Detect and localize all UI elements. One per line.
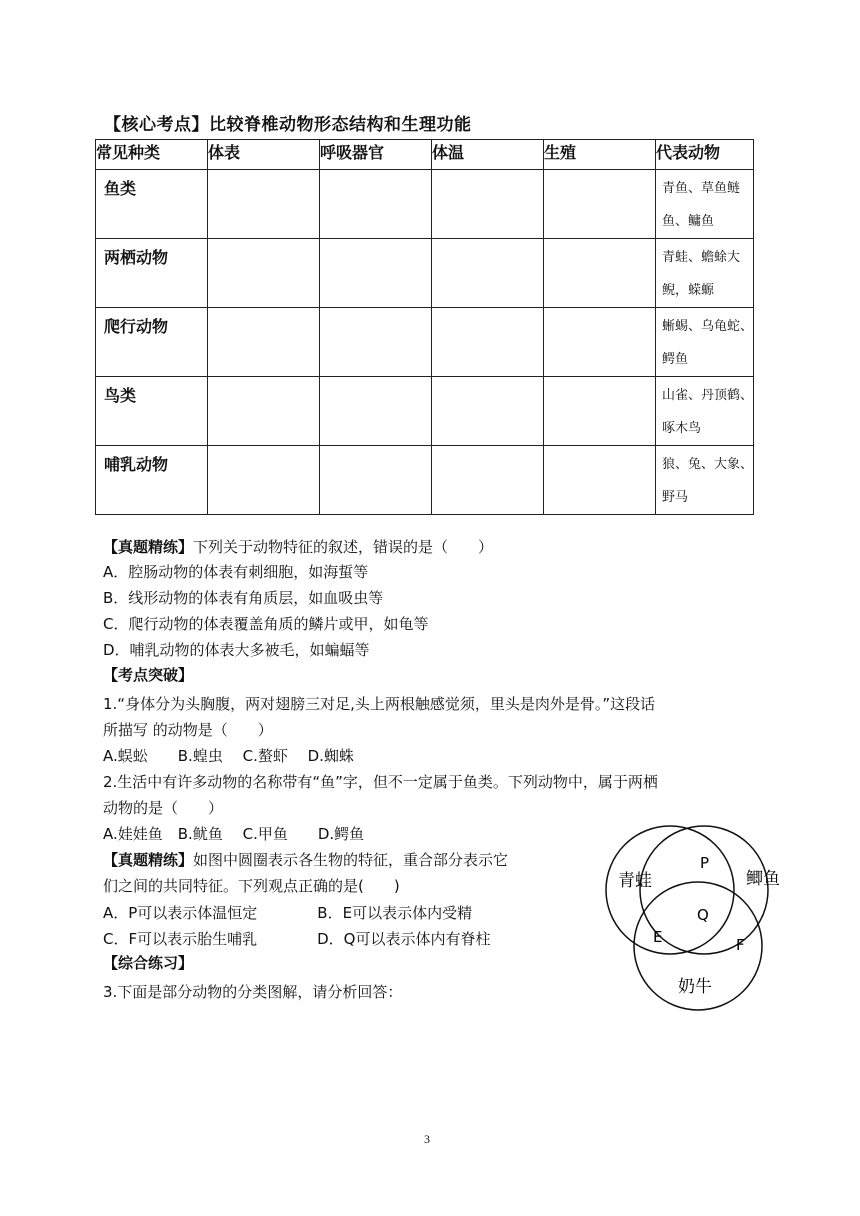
empty-cell bbox=[544, 377, 656, 446]
section-title: 【核心考点】比较脊椎动物形态结构和生理功能 bbox=[104, 115, 472, 135]
empty-cell bbox=[208, 239, 320, 308]
venn-label-frog: 青蛙 bbox=[618, 871, 652, 891]
empty-cell bbox=[208, 377, 320, 446]
table-row bbox=[96, 170, 754, 239]
empty-cell bbox=[320, 170, 432, 239]
empty-cell bbox=[544, 446, 656, 515]
header-cell: 生殖 bbox=[544, 140, 656, 170]
table-row bbox=[96, 308, 754, 377]
question-1-stem bbox=[103, 537, 493, 557]
question-options: A.蜈蚣 B.蝗虫 C.螯虾 D.蜘蛛 bbox=[103, 747, 354, 765]
category-cell: 爬行动物 bbox=[96, 308, 208, 377]
venn-label-cow: 奶牛 bbox=[678, 977, 712, 997]
examples-cell: 青蛙、蟾蜍大鲵，蝾螈 bbox=[656, 239, 754, 308]
empty-cell bbox=[320, 308, 432, 377]
section-label: 【真题精练】 bbox=[103, 851, 194, 869]
category-cell: 两栖动物 bbox=[96, 239, 208, 308]
question-3-stem bbox=[103, 850, 508, 870]
section-label: 【真题精练】 bbox=[103, 538, 194, 556]
empty-cell bbox=[320, 239, 432, 308]
header-cell: 代表动物 bbox=[656, 140, 754, 170]
category-cell: 哺乳动物 bbox=[96, 446, 208, 515]
examples-cell: 青鱼、草鱼鲢鱼、鳙鱼 bbox=[656, 170, 754, 239]
question-text: 动物的是（ ） bbox=[103, 799, 224, 817]
question-text: 们之间的共同特征。下列观点正确的是( ) bbox=[103, 877, 400, 895]
empty-cell bbox=[432, 377, 544, 446]
venn-region-e: E bbox=[653, 928, 663, 946]
header-cell: 常见种类 bbox=[96, 140, 208, 170]
venn-diagram bbox=[598, 822, 780, 1018]
empty-cell bbox=[432, 446, 544, 515]
question-text: 3.下面是部分动物的分类图解，请分析回答： bbox=[103, 983, 403, 1001]
empty-cell bbox=[432, 170, 544, 239]
question-options: A.娃娃鱼 B.鱿鱼 C.甲鱼 D.鳄鱼 bbox=[103, 825, 365, 843]
comparison-table bbox=[95, 139, 754, 515]
empty-cell bbox=[320, 446, 432, 515]
table-row bbox=[96, 446, 754, 515]
category-cell: 鱼类 bbox=[96, 170, 208, 239]
option-c: C．爬行动物的体表覆盖角质的鳞片或甲，如龟等 bbox=[103, 615, 429, 633]
question-text: 2.生活中有许多动物的名称带有“鱼”字，但不一定属于鱼类。下列动物中，属于两栖 bbox=[103, 773, 658, 791]
header-cell: 体表 bbox=[208, 140, 320, 170]
empty-cell bbox=[208, 170, 320, 239]
empty-cell bbox=[320, 377, 432, 446]
empty-cell bbox=[544, 239, 656, 308]
question-text: 如图中圆圈表示各生物的特征，重合部分表示它 bbox=[193, 851, 509, 869]
table-header-row bbox=[96, 140, 754, 170]
examples-cell: 蜥蜴、乌龟蛇、鳄鱼 bbox=[656, 308, 754, 377]
page-number: 3 bbox=[424, 1132, 430, 1146]
venn-region-f: F bbox=[736, 936, 745, 954]
table-row bbox=[96, 377, 754, 446]
venn-label-crucian: 鲫鱼 bbox=[746, 869, 780, 889]
question-options: C．F可以表示胎生哺乳 D．Q可以表示体内有脊柱 bbox=[103, 930, 491, 948]
empty-cell bbox=[544, 170, 656, 239]
table-row bbox=[96, 239, 754, 308]
venn-region-q: Q bbox=[697, 906, 709, 924]
question-text: 下列关于动物特征的叙述，错误的是（ ） bbox=[193, 538, 494, 556]
option-a: A．腔肠动物的体表有刺细胞，如海蜇等 bbox=[103, 563, 369, 581]
option-d: D．哺乳动物的体表大多被毛，如蝙蝠等 bbox=[103, 641, 370, 659]
category-cell: 鸟类 bbox=[96, 377, 208, 446]
empty-cell bbox=[432, 239, 544, 308]
examples-cell: 山雀、丹顶鹤、啄木鸟 bbox=[656, 377, 754, 446]
venn-region-p: P bbox=[700, 854, 710, 872]
empty-cell bbox=[208, 446, 320, 515]
question-options: A．P可以表示体温恒定 B．E可以表示体内受精 bbox=[103, 904, 473, 922]
question-text: 所描写 的动物是（ ） bbox=[103, 721, 273, 739]
empty-cell bbox=[208, 308, 320, 377]
question-text: 1.“身体分为头胸腹，两对翅膀三对足,头上两根触感觉须，里头是肉外是骨。”这段话 bbox=[103, 695, 656, 713]
option-b: B．线形动物的体表有角质层，如血吸虫等 bbox=[103, 589, 384, 607]
section-label-comprehensive: 【综合练习】 bbox=[103, 954, 194, 972]
header-cell: 呼吸器官 bbox=[320, 140, 432, 170]
section-label-breakthrough: 【考点突破】 bbox=[103, 666, 194, 684]
empty-cell bbox=[432, 308, 544, 377]
header-cell: 体温 bbox=[432, 140, 544, 170]
examples-cell: 狼、兔、大象、野马 bbox=[656, 446, 754, 515]
empty-cell bbox=[544, 308, 656, 377]
